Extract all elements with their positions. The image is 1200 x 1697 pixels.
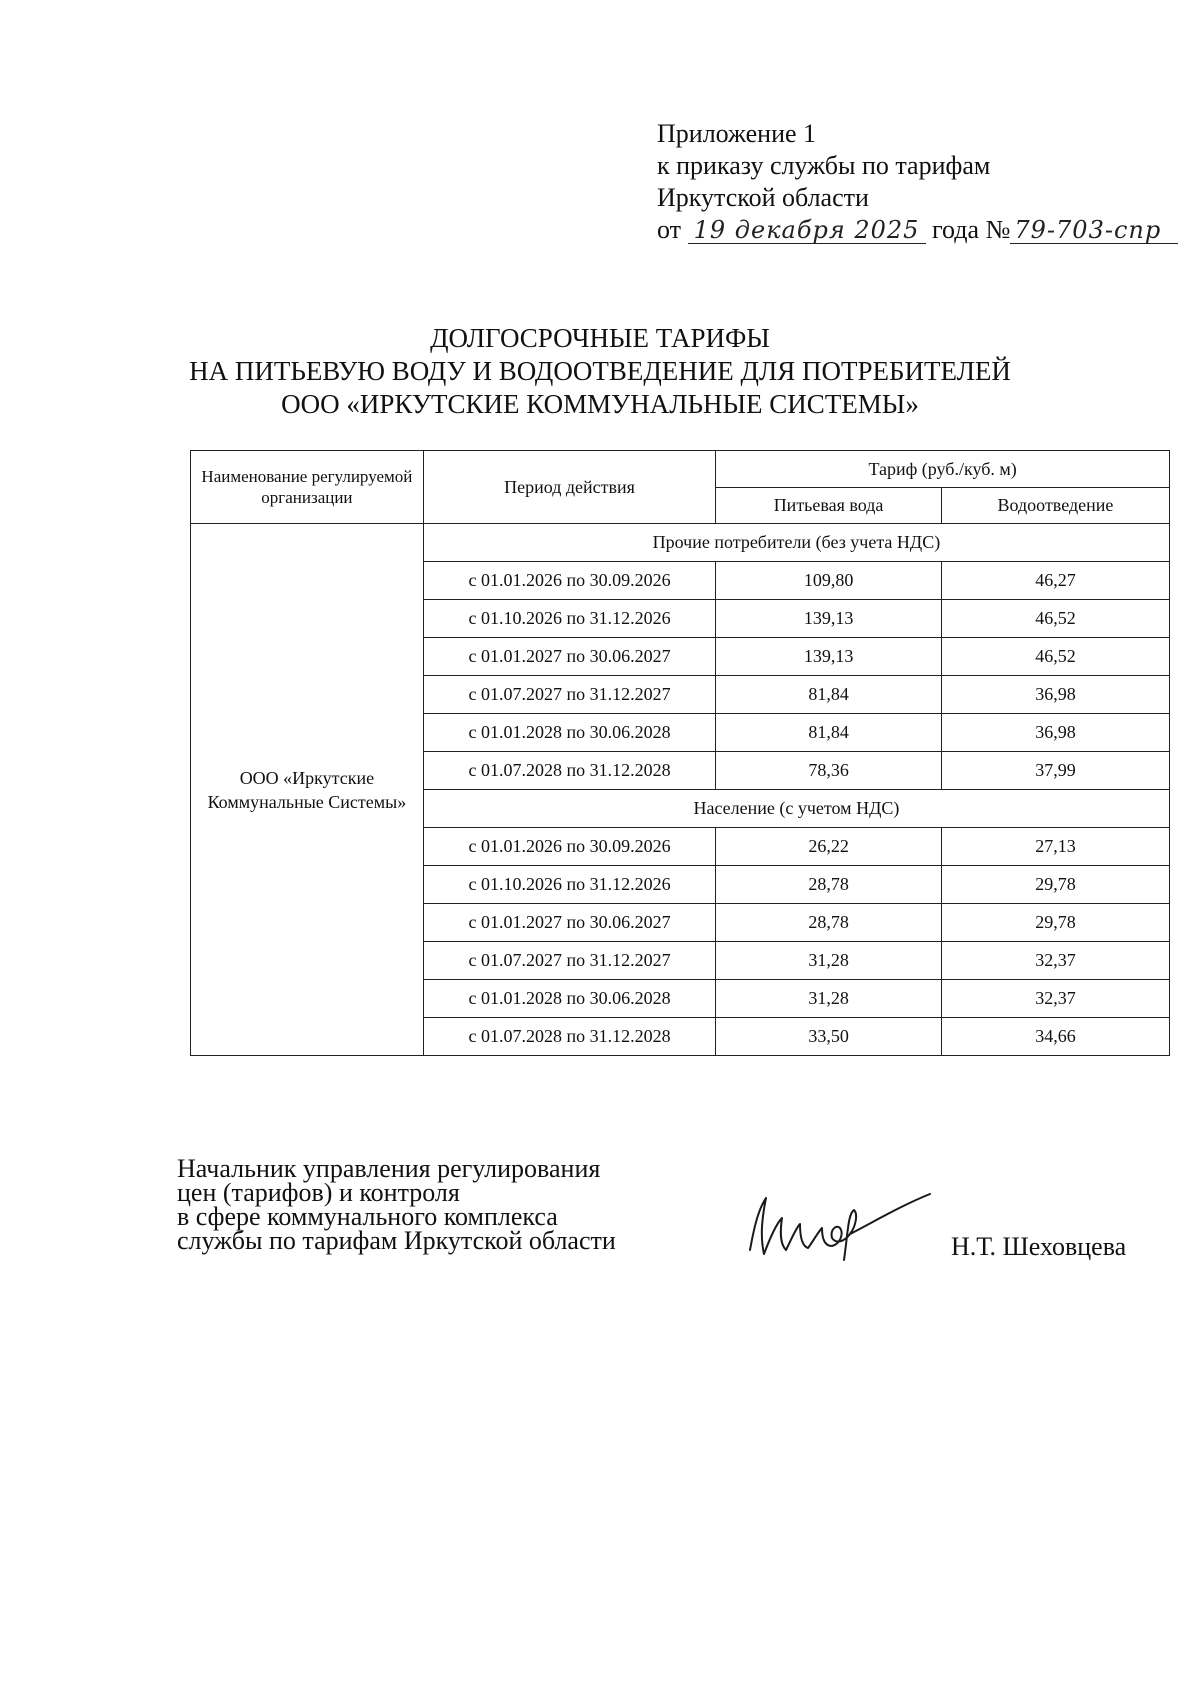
position-line-2: цен (тарифов) и контроля bbox=[177, 1178, 460, 1207]
appendix-line-2: к приказу службы по тарифам bbox=[657, 151, 991, 180]
wastewater-tariff-cell: 29,78 bbox=[941, 866, 1169, 904]
position-line-3: в сфере коммунального комплекса bbox=[177, 1202, 558, 1231]
water-tariff-cell: 26,22 bbox=[716, 828, 942, 866]
period-cell: с 01.01.2028 по 30.06.2028 bbox=[423, 980, 715, 1018]
year-label: года № bbox=[932, 215, 1011, 244]
from-label: от bbox=[657, 215, 682, 244]
wastewater-tariff-cell: 32,37 bbox=[941, 980, 1169, 1018]
period-cell: с 01.01.2028 по 30.06.2028 bbox=[423, 714, 715, 752]
period-cell: с 01.01.2026 по 30.09.2026 bbox=[423, 828, 715, 866]
wastewater-tariff-cell: 36,98 bbox=[941, 676, 1169, 714]
header-period: Период действия bbox=[423, 451, 715, 524]
water-tariff-cell: 78,36 bbox=[716, 752, 942, 790]
period-cell: с 01.07.2028 по 31.12.2028 bbox=[423, 752, 715, 790]
wastewater-tariff-cell: 32,37 bbox=[941, 942, 1169, 980]
period-cell: с 01.01.2027 по 30.06.2027 bbox=[423, 904, 715, 942]
water-tariff-cell: 28,78 bbox=[716, 904, 942, 942]
document-title bbox=[0, 322, 1200, 421]
wastewater-tariff-cell: 37,99 bbox=[941, 752, 1169, 790]
group-label: Прочие потребители (без учета НДС) bbox=[423, 524, 1169, 562]
water-tariff-cell: 81,84 bbox=[716, 676, 942, 714]
water-tariff-cell: 33,50 bbox=[716, 1018, 942, 1056]
wastewater-tariff-cell: 46,52 bbox=[941, 638, 1169, 676]
header-drinking-water: Питьевая вода bbox=[716, 488, 942, 524]
period-cell: с 01.01.2027 по 30.06.2027 bbox=[423, 638, 715, 676]
signer-name: Н.Т. Шеховцева bbox=[951, 1232, 1127, 1261]
handwritten-order-number: 79-703-спр bbox=[1010, 217, 1178, 244]
wastewater-tariff-cell: 36,98 bbox=[941, 714, 1169, 752]
signatory-position bbox=[177, 1154, 616, 1255]
header-tariff: Тариф (руб./куб. м) bbox=[716, 451, 1170, 488]
wastewater-tariff-cell: 46,27 bbox=[941, 562, 1169, 600]
appendix-line-4 bbox=[657, 214, 1178, 246]
period-cell: с 01.10.2026 по 31.12.2026 bbox=[423, 600, 715, 638]
appendix-block bbox=[657, 118, 1178, 246]
water-tariff-cell: 109,80 bbox=[716, 562, 942, 600]
handwritten-date: 19 декабря 2025 bbox=[688, 217, 926, 244]
water-tariff-cell: 139,13 bbox=[716, 600, 942, 638]
title-line-1: ДОЛГОСРОЧНЫЕ ТАРИФЫ bbox=[430, 323, 770, 353]
appendix-line-1: Приложение 1 bbox=[657, 119, 817, 148]
header-wastewater: Водоотведение bbox=[941, 488, 1169, 524]
organization-cell: ООО «Иркутские Коммунальные Системы» bbox=[191, 524, 424, 1056]
water-tariff-cell: 31,28 bbox=[716, 980, 942, 1018]
position-line-4: службы по тарифам Иркутской области bbox=[177, 1226, 616, 1255]
period-cell: с 01.07.2028 по 31.12.2028 bbox=[423, 1018, 715, 1056]
wastewater-tariff-cell: 46,52 bbox=[941, 600, 1169, 638]
tariff-table bbox=[190, 450, 1170, 1056]
title-line-3: ООО «ИРКУТСКИЕ КОММУНАЛЬНЫЕ СИСТЕМЫ» bbox=[281, 389, 919, 419]
wastewater-tariff-cell: 34,66 bbox=[941, 1018, 1169, 1056]
title-line-2: НА ПИТЬЕВУЮ ВОДУ И ВОДООТВЕДЕНИЕ ДЛЯ ПОТРЕБИТЕЛЕЙ bbox=[189, 356, 1011, 386]
header-organization: Наименование регулируемой организации bbox=[191, 451, 424, 524]
period-cell: с 01.10.2026 по 31.12.2026 bbox=[423, 866, 715, 904]
group-label: Население (с учетом НДС) bbox=[423, 790, 1169, 828]
period-cell: с 01.07.2027 по 31.12.2027 bbox=[423, 676, 715, 714]
water-tariff-cell: 81,84 bbox=[716, 714, 942, 752]
water-tariff-cell: 31,28 bbox=[716, 942, 942, 980]
position-line-1: Начальник управления регулирования bbox=[177, 1154, 601, 1183]
appendix-line-3: Иркутской области bbox=[657, 183, 869, 212]
wastewater-tariff-cell: 29,78 bbox=[941, 904, 1169, 942]
handwritten-signature bbox=[740, 1188, 940, 1268]
water-tariff-cell: 28,78 bbox=[716, 866, 942, 904]
period-cell: с 01.01.2026 по 30.09.2026 bbox=[423, 562, 715, 600]
water-tariff-cell: 139,13 bbox=[716, 638, 942, 676]
wastewater-tariff-cell: 27,13 bbox=[941, 828, 1169, 866]
period-cell: с 01.07.2027 по 31.12.2027 bbox=[423, 942, 715, 980]
